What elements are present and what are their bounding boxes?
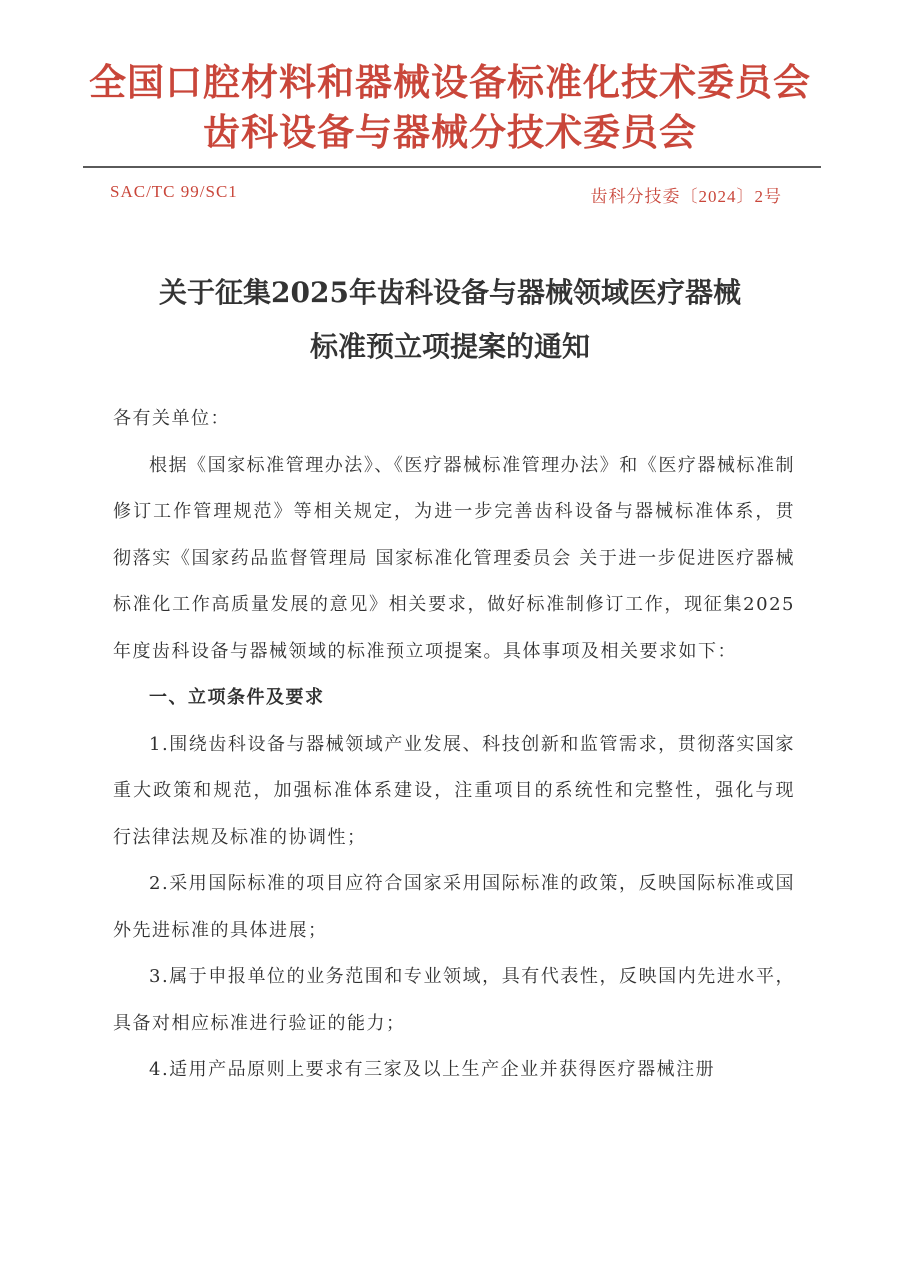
- list-item: 2.采用国际标准的项目应符合国家采用国际标准的政策，反映国际标准或国外先进标准的具体进展；: [113, 873, 795, 941]
- list-item: 4.适用产品原则上要求有三家及以上生产企业并获得医疗器械注册: [149, 1059, 716, 1080]
- list-item: 3.属于申报单位的业务范围和专业领域，具有代表性，反映国内先进水平，具备对相应标准进行验证的能力；: [113, 966, 795, 1034]
- org-name-line-1: 全国口腔材料和器械设备标准化技术委员会: [89, 61, 811, 104]
- section-heading: 一、立项条件及要求: [149, 687, 325, 708]
- notice-title: [0, 266, 900, 374]
- notice-title-line-2: 标准预立项提案的通知: [309, 330, 590, 363]
- notice-title-line-1: 关于征集2025年齿科设备与器械领域医疗器械: [159, 276, 741, 309]
- letterhead: [0, 58, 900, 158]
- notice-body: [113, 396, 795, 1094]
- salutation: 各有关单位：: [113, 408, 230, 429]
- document-code: SAC/TC 99/SC1: [110, 182, 238, 201]
- header-divider: [83, 166, 821, 168]
- list-item: 1.围绕齿科设备与器械领域产业发展、科技创新和监管需求，贯彻落实国家重大政策和规范，加强标准体系建设，注重项目的系统性和完整性，强化与现行法律法规及标准的协调性；: [113, 733, 795, 848]
- document-number: 齿科分技委〔2024〕2号: [590, 187, 782, 206]
- org-name-line-2: 齿科设备与器械分技术委员会: [203, 111, 697, 154]
- intro-paragraph: 根据《国家标准管理办法》、《医疗器械标准管理办法》和《医疗器械标准制修订工作管理规范》等相关规定，为进一步完善齿科设备与器械标准体系，贯彻落实《国家药品监督管理局 国家标准化管理委员会 关于进一步促进医疗器械标准化工作高质量发展的意见》相关要求，做好标准制修订工作，现征集2025年度齿科设备与器械领域的标准预立项提案。具体事项及相关要求如下：: [113, 454, 795, 662]
